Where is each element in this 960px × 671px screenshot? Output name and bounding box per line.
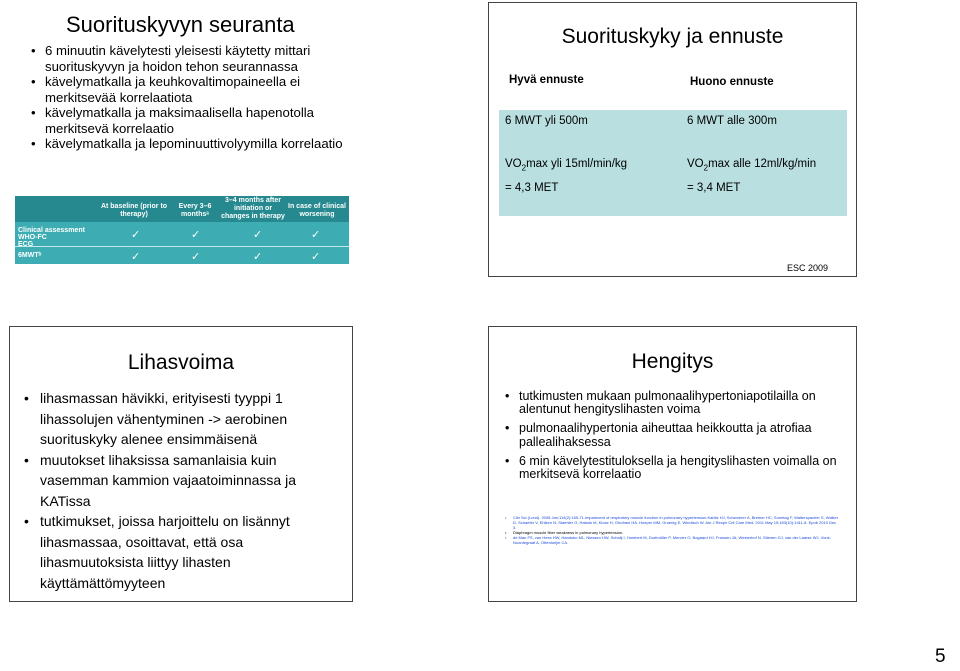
- list-item: • kävelymatkalla ja keuhkovaltimopaineella ei merkitsevää korrelaatiota: [29, 74, 344, 105]
- slide-1-title: Suorituskyvyn seuranta: [66, 12, 295, 37]
- poor-vo2-value: max alle 12ml/kg/min: [708, 158, 817, 170]
- slide-2: [488, 2, 857, 277]
- slide-3-title: Lihasvoima: [127, 351, 235, 374]
- monitoring-table: [15, 196, 349, 264]
- reference-title: • Diaphragm muscle fiber weakness in pulmonary hypertension.: [503, 530, 839, 535]
- list-item: • lihasmassan hävikki, erityisesti tyyppi 1 lihassolujen vähentyminen -> aerobinen suorituskyky alenee ensimmäisenä: [22, 388, 344, 450]
- list-item: • tutkimukset, joissa harjoittelu on lisännyt lihasmassaa, osoittavat, että osa lihasmuutoksista liittyy lihasten käyttämättömyyteen: [22, 511, 344, 593]
- source-footer: ESC 2009: [786, 263, 828, 273]
- vo2-label: VO: [687, 158, 704, 170]
- table-row-label: Clinical assessment: [18, 227, 85, 234]
- check-icon: ✓: [131, 251, 141, 263]
- check-icon: ✓: [253, 251, 263, 263]
- reference-link[interactable]: • de Man FS, van Hees HW, Handoko ML, Niessen HW, Schalij I, Humbert M, Dorfmüller P, Mercier O, Bogaard HJ, Fransen JA, Westerhof N, Stienen GJ, van der Laarse WJ, Vonk-Noordegraaf A, Ottenheijm CA.: [503, 535, 839, 545]
- check-icon: ✓: [191, 229, 201, 241]
- table-row-label: ECG: [18, 241, 34, 248]
- poor-prognosis-header: Huono ennuste: [690, 76, 774, 88]
- poor-met: = 3,4 MET: [687, 182, 741, 194]
- slide-3-bullets: [22, 388, 344, 593]
- list-item: • kävelymatkalla ja lepominuuttivolyymilla korrelaatio: [29, 136, 344, 152]
- table-header-cell: Every 3–6 monthsᵃ: [178, 203, 212, 218]
- list-item: • 6 min kävelytestituloksella ja hengityslihasten voimalla on merkitsevä korrelaatio: [503, 455, 851, 481]
- reference-link[interactable]: • Clin Sci (Lond). 2008 Jan;114(2):165-71.Impairment of respiratory muscle function in pulmonary hypertension.Kabitz HJ, Schwoerer A, Bremer HC, Sonntag F, Walterspacher S, Walker D, Schaefer V, Ehlken N, Staehler G, Halank M, Klose H, Ghofrani HA, Hoeper MM, Gruenig E, Windisch W. Am J Respir Crit Care Med. 2011 May 15;183(10):1411-8. Epub 2010 Dec 3.: [503, 515, 839, 530]
- poor-vo2: [687, 158, 816, 172]
- table-header-cell: 3–4 months after initiation or changes in therapy: [221, 197, 285, 220]
- good-vo2-value: max yli 15ml/min/kg: [526, 158, 628, 170]
- good-mwt: 6 MWT yli 500m: [505, 115, 588, 127]
- vo2-label: VO: [505, 158, 522, 170]
- slide-2-title: Suorituskyky ja ennuste: [561, 25, 784, 48]
- slide-3: [9, 326, 353, 602]
- vo2-subscript: 2: [521, 163, 527, 173]
- vo2-subscript: 2: [703, 163, 709, 173]
- poor-mwt: 6 MWT alle 300m: [687, 115, 777, 127]
- slide-4: [488, 326, 857, 602]
- good-prognosis-header: Hyvä ennuste: [509, 74, 584, 86]
- check-icon: ✓: [311, 251, 321, 263]
- good-vo2: [505, 158, 627, 172]
- list-item: • 6 minuutin kävelytesti yleisesti käytetty mittari suorituskyvyn ja hoidon tehon seurannassa: [29, 43, 344, 74]
- check-icon: ✓: [191, 251, 201, 263]
- slide-4-title: Hengitys: [631, 350, 714, 373]
- list-item: • kävelymatkalla ja maksimaalisella hapenotolla merkitsevä korrelaatio: [29, 105, 344, 136]
- table-row-label: WHO-FC: [18, 234, 47, 241]
- good-met: = 4,3 MET: [505, 182, 559, 194]
- slide-1-bullets: [29, 43, 344, 152]
- list-item: • tutkimusten mukaan pulmonaalihypertoniapotilailla on alentunut hengityslihasten voima: [503, 390, 851, 416]
- references: [503, 515, 839, 545]
- check-icon: ✓: [253, 229, 263, 241]
- table-divider: [15, 246, 349, 247]
- check-icon: ✓: [131, 229, 141, 241]
- page-number: 5: [935, 646, 946, 667]
- table-header-cell: In case of clinical worsening: [288, 203, 346, 218]
- list-item: • pulmonaalihypertonia aiheuttaa heikkoutta ja atrofiaa pallealihaksessa: [503, 422, 851, 448]
- table-row-label: 6MWTᵇ: [18, 252, 42, 259]
- prognosis-box: [499, 110, 847, 216]
- list-item: • muutokset lihaksissa samanlaisia kuin vasemman kammion vajaatoiminnassa ja KATissa: [22, 450, 344, 512]
- slide-1: [9, 2, 352, 272]
- table-header-cell: At baseline (prior to therapy): [100, 203, 168, 218]
- check-icon: ✓: [311, 229, 321, 241]
- slide-4-bullets: [503, 390, 851, 481]
